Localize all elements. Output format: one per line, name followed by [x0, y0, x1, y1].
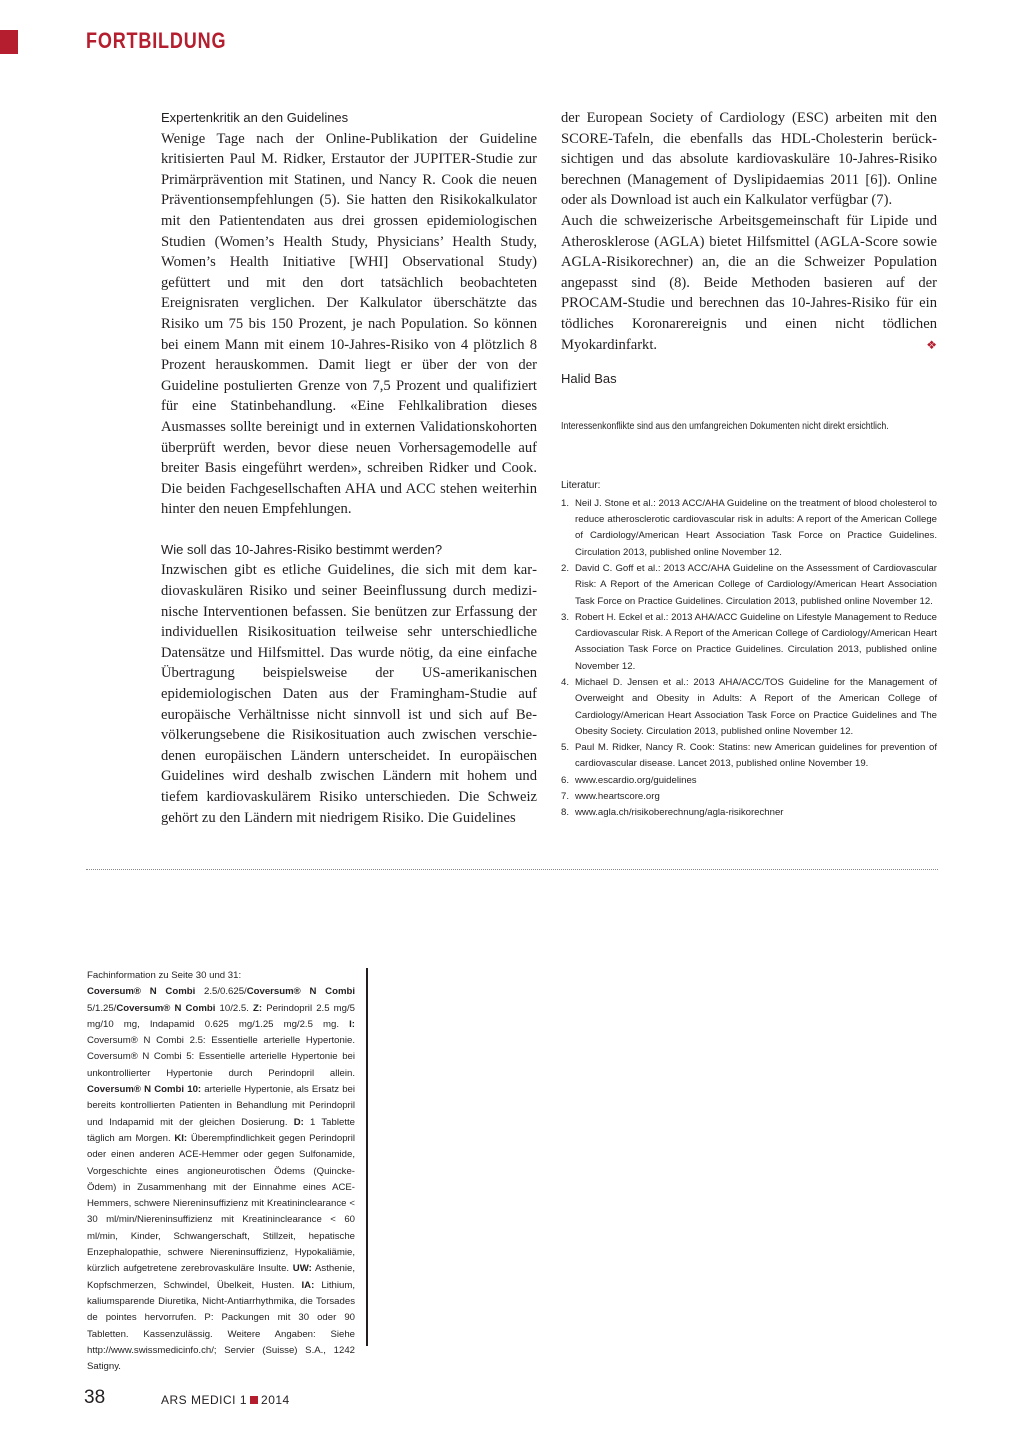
reference-number: 6.: [561, 774, 570, 786]
reference-number: 5.: [561, 742, 570, 754]
reference-text: Paul M. Ridker, Nancy R. Cook: Statins: new American guidelines for prevention of cardiovascular disease. Lancet 2013, published online November 19.: [575, 742, 937, 770]
fachinfo-intro: Fachinformation zu Seite 30 und 31:: [87, 970, 242, 981]
reference-item: [561, 561, 937, 610]
text-indication: Coversum® N Combi 2.5: Essentielle arterielle Hypertonie. Coversum® N Combi 5: Essentielle arterielle Hypertonie bei unkontrollierter Hypertonie durch Perindopril allein.: [87, 1035, 355, 1079]
reference-list: [561, 496, 937, 822]
dotted-divider: [86, 869, 938, 870]
reference-link[interactable]: www.escardio.org/guidelines: [575, 774, 697, 786]
reference-text: Michael D. Jensen et al.: 2013 AHA/ACC/TOS Guideline for the Management of Overweight and Obesity in Adults: A Report of the American College of Cardiology/American Heart Association Task Force on Practice Guidelines and The Obesity Society. Circulation 2013, published online November 12.: [575, 676, 937, 737]
label-composition: Z:: [253, 1002, 263, 1014]
journal-name: ARS MEDICI 1: [161, 1393, 248, 1407]
product-information-box: [87, 968, 355, 1375]
reference-number: 1.: [561, 497, 570, 509]
text-side-effects: Asthenie, Kopfschmerzen, Schwindel, Übelkeit, Husten.: [87, 1263, 356, 1291]
reference-number: 7.: [561, 791, 570, 803]
label-contraindications: KI:: [174, 1132, 188, 1144]
reference-item: [561, 610, 937, 675]
label-interactions: IA:: [301, 1279, 315, 1291]
text-dosage: 1 Tablette täglich am Morgen.: [87, 1116, 355, 1144]
literature-heading: Literatur:: [561, 479, 601, 491]
end-mark-icon: ❖: [926, 337, 937, 352]
author-name: Halid Bas: [561, 371, 617, 387]
conflict-of-interest: Interessenkonflikte sind aus den umfangreichen Dokumenten nicht direkt ersichtlich.: [561, 420, 889, 432]
product-name: Coversum® N Combi: [116, 1002, 216, 1014]
reference-item: [561, 675, 937, 740]
paragraph-risk-assessment: Inzwischen gibt es etliche Guidelines, die sich mit dem kardiovaskulären Risiko und seiner Beeinflussung durch medizinische Interventionen befassen. Sie benützen zur Erfassung der individuellen Risikosituation teilweise sehr unterschiedliche Datensätze und Hilfsmittel. Das wurde nötig, da eine einfache Übertragung beispielsweise der US-amerikanischen epidemiologischen Daten aus der Framingham-Studie auf europäische Verhältnisse nicht sinnvoll ist und sich auf Bevölkerungsebene die Risikosituation auch zwischen verschiedenen europäischen Ländern unterscheidet. In europäischen Guidelines wird deshalb zwischen Ländern mit hohem und tiefem kardiovaskulärem Risiko unterschieden. Die Schweiz gehört zu den Ländern mit niedrigem Risiko. Die Guidelines: [161, 562, 537, 826]
left-column: [161, 108, 537, 828]
label-dosage: D:: [293, 1116, 304, 1128]
section-title: FORTBILDUNG: [86, 28, 227, 53]
text-contraindications: Überempfindlichkeit gegen Perindopril oder einen anderen ACE-Hemmer oder gegen Sulfonamide, Vorgeschichte eines angioneurotischen Ödems (Quincke-Ödem) in Zusammenhang mit der Einnahme eines ACE-Hemmers, schwere Niereninsuffizienz mit Kreatininclearance < 30 ml/min/Niereninsuffizienz mit Kreatininclearance < 60 ml/min, Kinder, Schwangerschaft, Stillzeit, hepatische Enzephalopathie, schwere Niereninsuffizienz, Hypokaliämie, kürzlich aufgetretene zerebrovaskuläre Insulte.: [87, 1132, 355, 1275]
square-separator-icon: [250, 1396, 258, 1404]
product-name: Coversum® N Combi 10:: [87, 1084, 202, 1096]
page-number: 38: [84, 1387, 106, 1408]
reference-item: [561, 805, 937, 821]
product-name: Coversum® N Combi: [87, 986, 196, 998]
reference-link[interactable]: www.agla.ch/risikoberechnung/agla-risikorechner: [575, 807, 784, 819]
text-composition: Perindopril 2.5 mg/5 mg/10 mg, Indapamid 0.625 mg/1.25 mg/2.5 mg.: [87, 1002, 356, 1030]
journal-info: [161, 1393, 290, 1407]
journal-year: 2014: [261, 1393, 290, 1407]
product-dose: 5/1.25/: [87, 1002, 117, 1014]
vertical-rule: [366, 968, 368, 1346]
reference-text: Neil J. Stone et al.: 2013 ACC/AHA Guideline on the treatment of blood cholesterol to reduce atherosclerotic cardiovascular risk in adults: A report of the American College of Cardiology/American Heart Association Task Force on Practice Guidelines. Circulation 2013, published online November 12.: [575, 497, 937, 558]
reference-item: [561, 740, 937, 773]
reference-item: [561, 496, 937, 561]
text-indication-2: arterielle Hypertonie, als Ersatz bei bereits kontrollierten Patienten in Behandlung mit Perindopril und Indapamid mit der gleichen Dosierung.: [87, 1084, 356, 1128]
product-dose: 2.5/0.625/: [195, 986, 247, 998]
reference-number: 2.: [561, 562, 570, 574]
paragraph-agla-text: Auch die schweizerische Arbeitsgemeinschaft für Lipide und Atherosklerose (AGLA) bietet Hilfsmittel (AGLA-Score sowie AGLA-Risikorechner) an, die an die Schweizer Population angepasst sind (8). Beide Methoden basieren auf der PROCAM-Studie und berechnen das 10-Jahres-Risiko für ein tödliches Koronarereignis und einen nicht tödlichen Myokardinfarkt.: [561, 212, 937, 353]
text-interactions: Lithium, kaliumsparende Diuretika, Nicht-Antiarrhythmika, die Torsades de pointes hervorrufen. P: Packungen mit 30 oder 90 Tabletten. Kassenzulässig. Weitere Angaben: Siehe http://www.swissmedicinfo.ch/; Servier (Suisse) S.A., 1242 Satigny.: [87, 1279, 356, 1373]
reference-number: 3.: [561, 611, 570, 623]
heading-risk-assessment: Wie soll das 10-Jahres-Risiko bestimmt werden?: [161, 541, 443, 557]
heading-expert-critique: Expertenkritik an den Guidelines: [161, 110, 349, 125]
right-column: [561, 108, 937, 822]
section-color-block: [0, 30, 18, 54]
product-name: Coversum® N Combi: [246, 986, 355, 998]
reference-number: 8.: [561, 807, 570, 819]
reference-number: 4.: [561, 676, 570, 688]
product-dose: 10/2.5.: [215, 1002, 254, 1014]
label-side-effects: UW:: [292, 1263, 312, 1275]
label-indication: I:: [349, 1018, 355, 1030]
paragraph-expert-critique: Wenige Tage nach der Online-Publikation der Guideline kritisierten Paul M. Ridker, Erstautor der JUPITER-Studie zur Primärprävention mit Statinen, und Nancy R. Cook die neuen Präventionsempfehlungen (5). Sie hatten den Risikokalkulator mit den Patientendaten aus drei grossen epidemiologischen Studien (Women’s Health Study, Physicians’ Health Study, Women’s Health Initiative [WHI] Observational Study) gefüttert und mit den dort tatsächlich beobachteten Ereignisraten verglichen. Der Kalkulator überschätzte das Risiko um 75 bis 150 Prozent, je nach Population. So können bei einem Mann mit einem 10-Jahres-Risiko von 4 plötzlich 8 Prozent herauskommen. Damit liegt er über der von der Guideline postulierten Grenze von 7,5 Prozent und qualifiziert für eine Statinbehandlung. «Eine Fehlkalibration dieses Ausmasses sollte bereinigt und in externen Validationskohorten überprüft werden, bevor diese neuen Vorhersagemodelle auf breiter Basis eingeführt werden», schreiben Ridker und Cook. Die beiden Fachgesellschaften AHA und ACC stehen weiterhin hinter den neuen Empfehlungen.: [161, 130, 537, 518]
paragraph-agla: [561, 211, 937, 355]
reference-text: David C. Goff et al.: 2013 ACC/AHA Guideline on the Assessment of Cardiovascular Risk: A Report of the American College of Cardiology/American Heart Association Task Force on Practice Guidelines. Circulation 2013, published online November 12.: [575, 562, 937, 607]
reference-item: [561, 789, 937, 805]
paragraph-esc: der European Society of Cardiology (ESC) arbeiten mit den SCORE-Tafeln, die ebenfalls das HDL-Cholesterin berücksichtigen und das absolute kardiovaskuläre 10-Jahres-Risiko berechnen (Management of Dyslipidaemias 2011 [6]). Online oder als Download ist auch ein Kalkulator verfügbar (7).: [561, 110, 937, 209]
reference-link[interactable]: www.heartscore.org: [575, 791, 660, 803]
reference-item: [561, 773, 937, 789]
reference-text: Robert H. Eckel et al.: 2013 AHA/ACC Guideline on Lifestyle Management to Reduce Cardiovascular Risk. A Report of the American College of Cardiology/American Heart Association Task Force on Practice Guidelines. Circulation 2013, published online November 12.: [575, 611, 937, 672]
